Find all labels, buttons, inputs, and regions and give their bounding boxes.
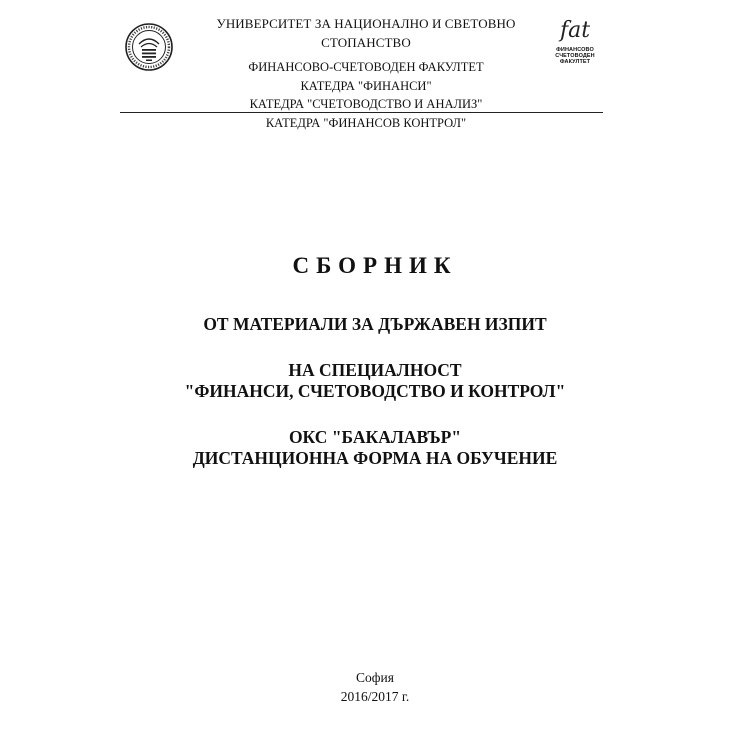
university-seal-logo	[124, 22, 174, 72]
faculty-name: ФИНАНСОВО-СЧЕТОВОДЕН ФАКУЛТЕТ	[248, 60, 484, 74]
subtitle-line-2: НА СПЕЦИАЛНОСТ	[288, 360, 462, 380]
faculty-logo-line-1: ФИНАНСОВО	[556, 47, 594, 53]
footer-year: 2016/2017 г.	[340, 689, 410, 704]
faculty-logo-mark: fat	[559, 18, 591, 43]
footer-block	[0, 668, 750, 706]
department-finance: КАТЕДРА "ФИНАНСИ"	[300, 78, 432, 93]
faculty-logo	[549, 15, 601, 71]
subtitle-line-4: ОКС "БАКАЛАВЪР"	[288, 427, 462, 447]
footer-city: София	[356, 670, 394, 685]
faculty-logo-line-2: СЧЕТОВОДЕН	[555, 53, 595, 60]
university-name: УНИВЕРСИТЕТ ЗА НАЦИОНАЛНО И СВЕТОВНО СТОПАНСТВО	[216, 16, 516, 50]
document-title: СБОРНИК	[292, 253, 458, 278]
subtitle-materials	[0, 314, 750, 335]
header-block	[176, 15, 556, 132]
department-control: КАТЕДРА "ФИНАНСОВ КОНТРОЛ"	[265, 115, 467, 130]
subtitle-line-5: ДИСТАНЦИОННА ФОРМА НА ОБУЧЕНИЕ	[192, 448, 558, 468]
subtitle-specialty	[0, 360, 750, 402]
faculty-logo-line-3: ФАКУЛТЕТ	[559, 59, 591, 66]
subtitle-line-1: ОТ МАТЕРИАЛИ ЗА ДЪРЖАВЕН ИЗПИТ	[203, 314, 547, 334]
subtitle-line-3: "ФИНАНСИ, СЧЕТОВОДСТВО И КОНТРОЛ"	[184, 381, 566, 401]
header-divider	[120, 112, 603, 113]
department-accounting: КАТЕДРА "СЧЕТОВОДСТВО И АНАЛИЗ"	[249, 97, 483, 111]
subtitle-degree	[0, 427, 750, 469]
